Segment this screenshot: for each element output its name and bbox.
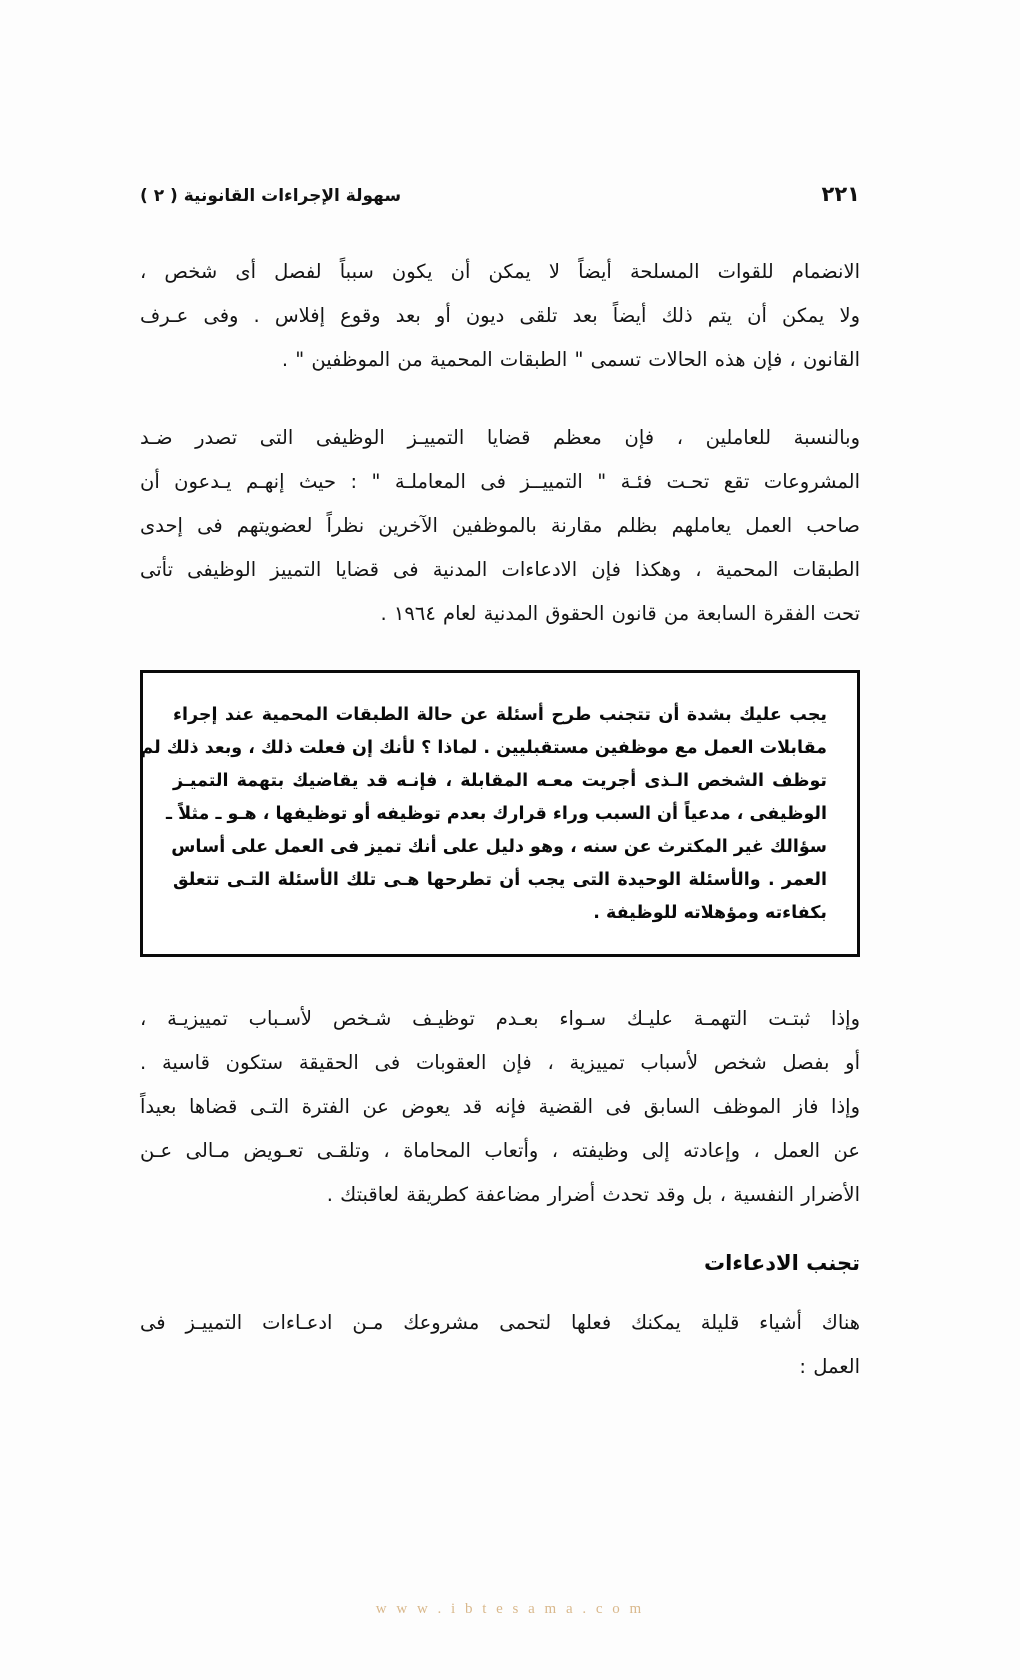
text-line: هناك أشياء قليلة يمكنك فعلها لتحمى مشروعك مـن ادعـاءات التمييـز فى [140,1311,860,1334]
text-line: تحت الفقرة السابعة من قانون الحقوق المدنية لعام ١٩٦٤ . [380,602,860,625]
text-line: العمل : [799,1355,860,1378]
paragraph-avoid-claims [140,1301,860,1389]
text-line: صاحب العمل يعاملهم بظلم مقارنة بالموظفين الآخرين نظراً لعضويتهم فى إحدى [140,514,860,537]
text-line: أو بفصل شخص لأسباب تمييزية ، فإن العقوبات فى الحقيقة ستكون قاسية . [140,1051,860,1074]
callout-line: العمر . والأسئلة الوحيدة التى يجب أن تطرحها هـى تلك الأسئلة التـى تتعلق [173,870,827,890]
running-title: سهولة الإجراءات القانونية ( ٢ ) [140,186,402,206]
text-line: القانون ، فإن هذه الحالات تسمى " الطبقات المحمية من الموظفين " . [281,348,860,371]
text-line: وإذا ثبتـت التهمـة عليـك سـواء بعـدم توظيـف شـخص لأسـباب تمييزيـة ، [140,1007,860,1030]
warning-callout-box [140,670,860,957]
callout-line: الوظيفى ، مدعياً أن السبب وراء قرارك بعدم توظيفه أو توظيفها ، هـو ـ مثلاً ـ [166,804,827,824]
paragraph-armed-forces [140,250,860,382]
paragraph-employment-discrimination [140,416,860,636]
text-line: الأضرار النفسية ، بل وقد تحدث أضرار مضاعفة كطريقة لعاقبتك . [326,1183,860,1206]
text-line: وإذا فاز الموظف السابق فى القضية فإنه قد يعوض عن الفترة التـى قضاها بعيداً [140,1095,860,1118]
paragraph-penalties [140,997,860,1217]
text-line: المشروعات تقع تحـت فئـة " التمييــز فى المعاملـة " : حيث إنهـم يـدعون أن [140,470,860,493]
page-content [140,250,860,1423]
callout-line: مقابلات العمل مع موظفين مستقبليين . لماذا ؟ لأنك إن فعلت ذلك ، وبعد ذلك لم [140,738,827,758]
text-line: الانضمام للقوات المسلحة أيضاً لا يمكن أن يكون سبباً لفصل أى شخص ، [140,260,860,283]
callout-line: بكفاءته ومؤهلاته للوظيفة . [593,903,827,923]
callout-line: يجب عليك بشدة أن تتجنب طرح أسئلة عن حالة الطبقات المحمية عند إجراء [173,705,827,725]
watermark-url: w w w . i b t e s a m a . c o m [375,1601,645,1617]
page-number: ٢٢١ [821,182,860,206]
callout-line: سؤالك غير المكترث عن سنه ، وهو دليل على أنك تميز فى العمل على أساس [171,837,827,857]
text-line: عن العمل ، وإعادته إلى وظيفته ، وأتعاب المحاماة ، وتلقـى تعـويض مـالى عـن [140,1139,860,1162]
text-line: وبالنسبة للعاملين ، فإن معظم قضايا التمييـز الوظيفى التى تصدر ضـد [140,426,860,449]
section-heading: تجنب الادعاءات [703,1251,860,1275]
page-footer [0,1598,1020,1618]
text-line: ولا يمكن أن يتم ذلك أيضاً بعد تلقى ديون أو بعد وقوع إفلاس . وفى عـرف [140,304,860,327]
text-line: الطبقات المحمية ، وهكذا فإن الادعاءات المدنية فى قضايا التمييز الوظيفى تأتى [140,558,860,581]
page-header [140,182,860,216]
callout-line: توظف الشخص الـذى أجريت معـه المقابلة ، فإنـه قد يقاضيك بتهمة التميـز [173,771,827,791]
